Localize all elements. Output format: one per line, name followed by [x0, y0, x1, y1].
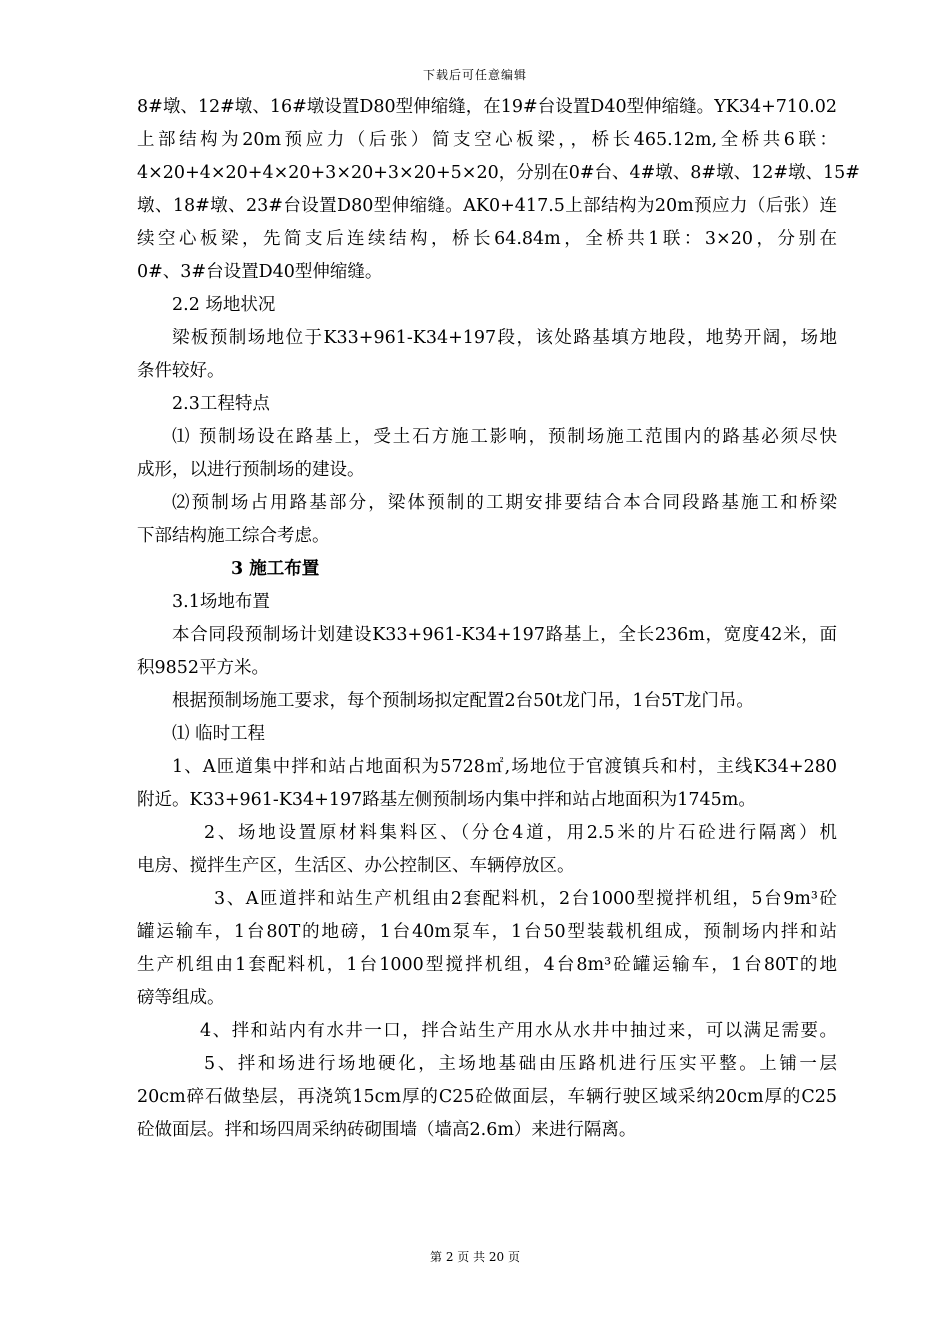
section-heading-2-2: 2.2 场地状况: [172, 295, 276, 315]
paragraph-line: 上部结构为20m预应力（后张）简支空心板梁，，桥长465.12m,全桥共6联：: [137, 130, 837, 150]
paragraph-line: 罐运输车，1台80T的地磅，1台40m泵车，1台50型装载机组成，预制场内拌和站: [137, 922, 837, 942]
list-item-3: 3、A匝道拌和站生产机组由2套配料机，2台1000型搅拌机组，5台9m³砼: [214, 889, 837, 909]
section-heading-2-3: 2.3工程特点: [172, 394, 270, 414]
chapter-heading-3: 3 施工布置: [231, 559, 320, 579]
list-item-5: 5、拌和场进行场地硬化，主场地基础由压路机进行压实平整。上铺一层: [204, 1054, 837, 1074]
list-item-2: 2、场地设置原材料集料区、（分仓4道，用2.5米的片石砼进行隔离）机: [204, 823, 837, 843]
paragraph-line: ⑵预制场占用路基部分，梁体预制的工期安排要结合本合同段路基施工和桥梁: [172, 493, 837, 513]
list-item-4: 4、拌和站内有水井一口，拌合站生产用水从水井中抽过来，可以满足需要。: [200, 1021, 837, 1041]
list-item-1: 1、A匝道集中拌和站占地面积为5728㎡,场地位于官渡镇兵和村，主线K34+280: [172, 757, 837, 777]
paragraph-line: 条件较好。: [137, 361, 225, 381]
paragraph-line: 0#、3#台设置D40型伸缩缝。: [137, 262, 383, 282]
paragraph-line: 根据预制场施工要求，每个预制场拟定配置2台50t龙门吊，1台5T龙门吊。: [172, 691, 754, 711]
paragraph-line: 生产机组由1套配料机，1台1000型搅拌机组，4台8m³砼罐运输车，1台80T的地: [137, 955, 837, 975]
paragraph-line: ⑴ 预制场设在路基上，受土石方施工影响，预制场施工范围内的路基必须尽快: [172, 427, 837, 447]
document-body: [137, 91, 860, 1147]
page-footer: 第 2 页 共 20 页: [430, 1250, 520, 1264]
paragraph-line: 附近。K33+961-K34+197路基左侧预制场内集中拌和站占地面积为1745m。: [137, 790, 756, 810]
section-heading-3-1: 3.1场地布置: [172, 592, 270, 612]
paragraph-line: 本合同段预制场计划建设K33+961-K34+197路基上，全长236m，宽度42米，面: [172, 625, 837, 645]
paragraph-line: 墩、18#墩、23#台设置D80型伸缩缝。AK0+417.5上部结构为20m预应力（后张）连: [137, 196, 837, 216]
paragraph-line: 下部结构施工综合考虑。: [137, 526, 330, 546]
paragraph-line: 梁板预制场地位于K33+961-K34+197段，该处路基填方地段，地势开阔，场地: [172, 328, 837, 348]
paragraph-line: 成形，以进行预制场的建设。: [137, 460, 365, 480]
paragraph-line: 砼做面层。拌和场四周采纳砖砌围墙（墙高2.6m）来进行隔离。: [137, 1120, 637, 1140]
page-header: 下载后可任意编辑: [422, 68, 527, 82]
paragraph-line: 电房、搅拌生产区，生活区、办公控制区、车辆停放区。: [137, 856, 575, 876]
paragraph-line: 8#墩、12#墩、16#墩设置D80型伸缩缝，在19#台设置D40型伸缩缝。YK34+710.02: [137, 97, 837, 117]
paragraph-line: 续空心板梁，先简支后连续结构，桥长64.84m，全桥共1联：3×20，分别在: [137, 229, 837, 249]
paragraph-line: 4×20+4×20+4×20+3×20+3×20+5×20，分别在0#台、4#墩、8#墩、12#墩、15#: [137, 163, 860, 183]
paragraph-line: 积9852平方米。: [137, 658, 270, 678]
paragraph-line: 20cm碎石做垫层，再浇筑15cm厚的C25砼做面层，车辆行驶区域采纳20cm厚的C25: [137, 1087, 837, 1107]
subheading-temporary-works: ⑴ 临时工程: [172, 724, 266, 744]
paragraph-line: 磅等组成。: [137, 988, 225, 1008]
